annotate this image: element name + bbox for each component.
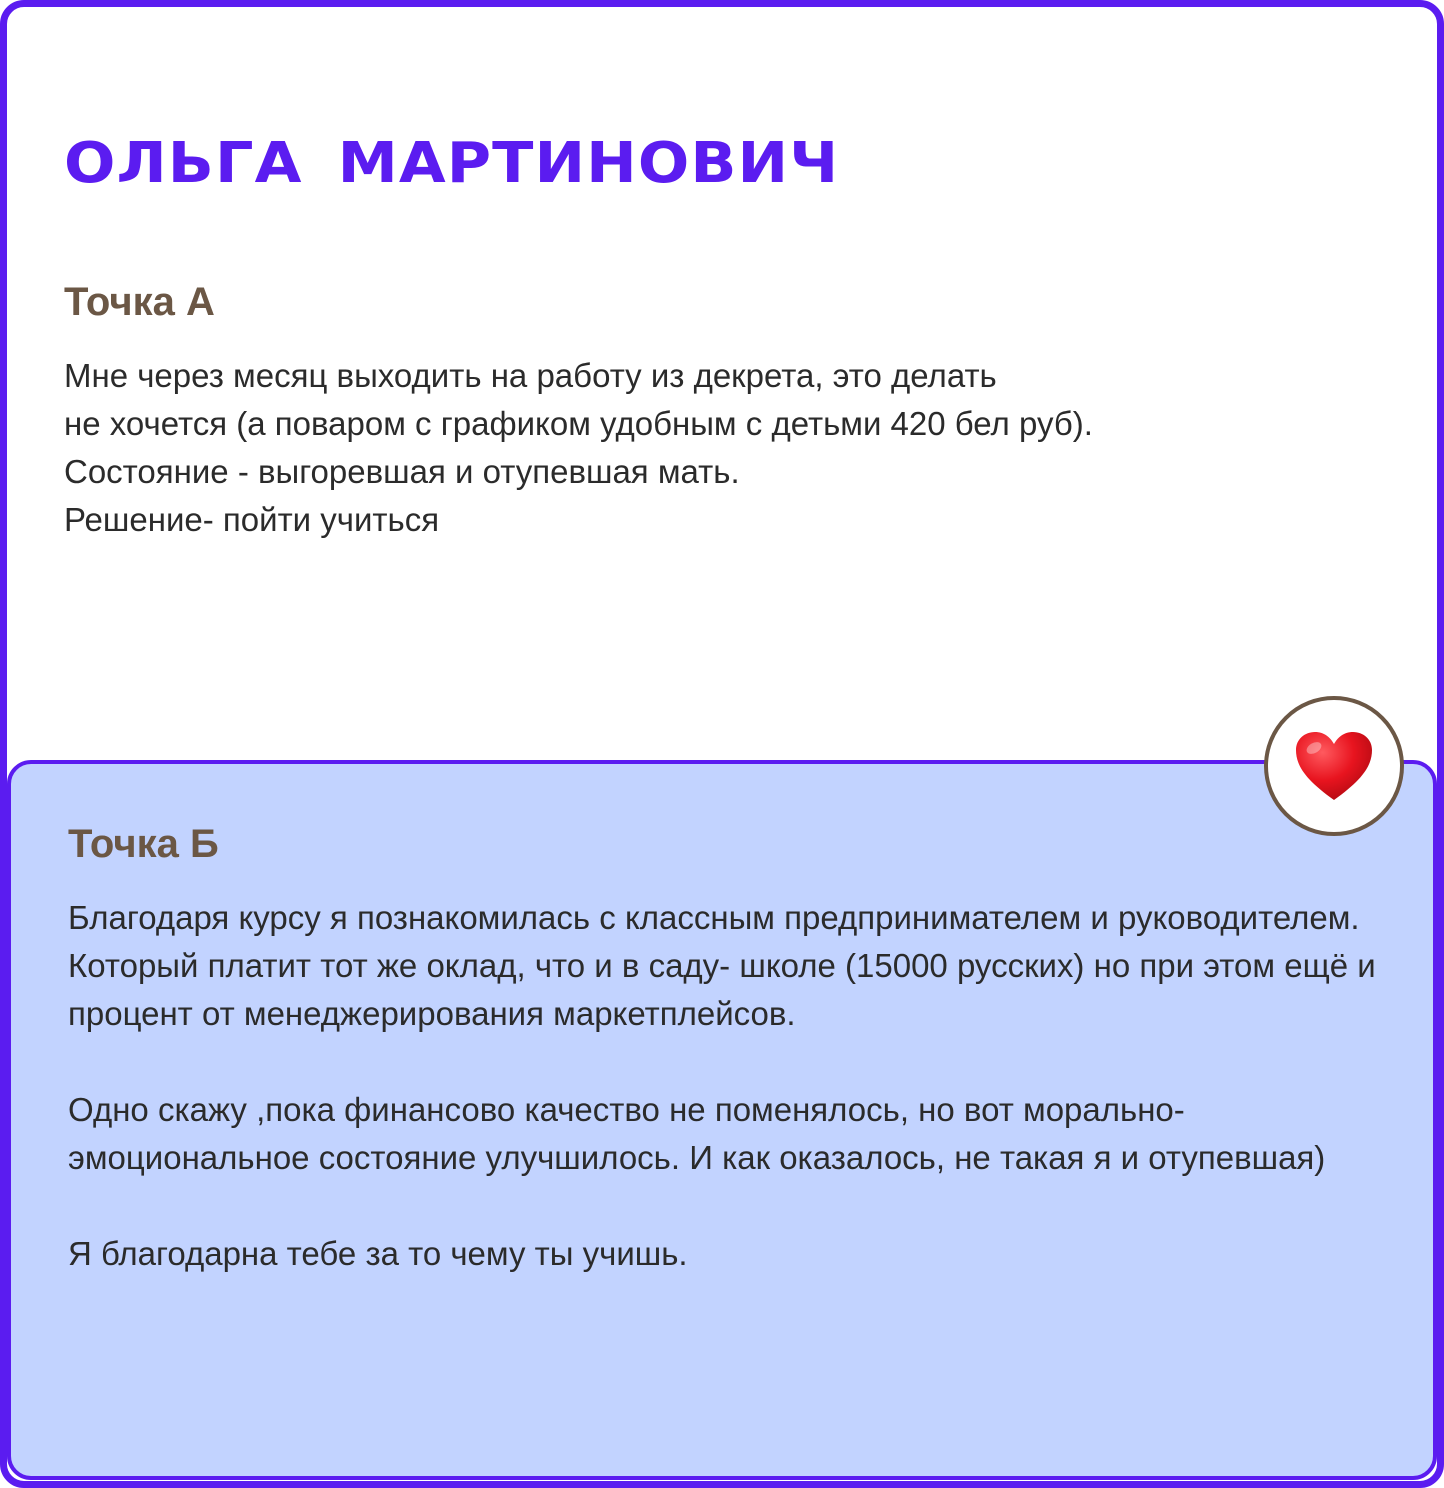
point-b-paragraph: Благодаря курсу я познакомилась с классным предпринимателем и руководителем. Который платит тот же оклад, что и в саду- школе (15000 русских) но при этом ещё и процент от менеджерирования маркетплейсов. bbox=[68, 899, 1376, 1032]
point-a-line: Решение- пойти учиться bbox=[64, 501, 440, 538]
point-b-title: Точка Б bbox=[68, 822, 219, 866]
point-a-title: Точка А bbox=[64, 280, 215, 324]
point-a-text bbox=[64, 352, 1364, 544]
point-a-line: Мне через месяц выходить на работу из декрета, это делать bbox=[64, 357, 997, 394]
point-b-paragraph: Одно скажу ,пока финансово качество не поменялось, но вот морально-эмоциональное состояние улучшилось. И как оказалось, не такая я и отупевшая) bbox=[68, 1091, 1326, 1176]
point-a-line: Состояние - выгоревшая и отупевшая мать. bbox=[64, 453, 740, 490]
point-a-line: не хочется (а поваром с графиком удобным с детьми 420 бел руб). bbox=[64, 405, 1093, 442]
point-b-panel bbox=[7, 760, 1437, 1480]
point-b-paragraph: Я благодарна тебе за то чему ты учишь. bbox=[68, 1235, 688, 1272]
point-b-text bbox=[68, 894, 1388, 1278]
heart-icon bbox=[1294, 730, 1374, 802]
heart-badge bbox=[1264, 696, 1404, 836]
person-name: ОЛЬГА МАРТИНОВИЧ bbox=[64, 131, 840, 196]
